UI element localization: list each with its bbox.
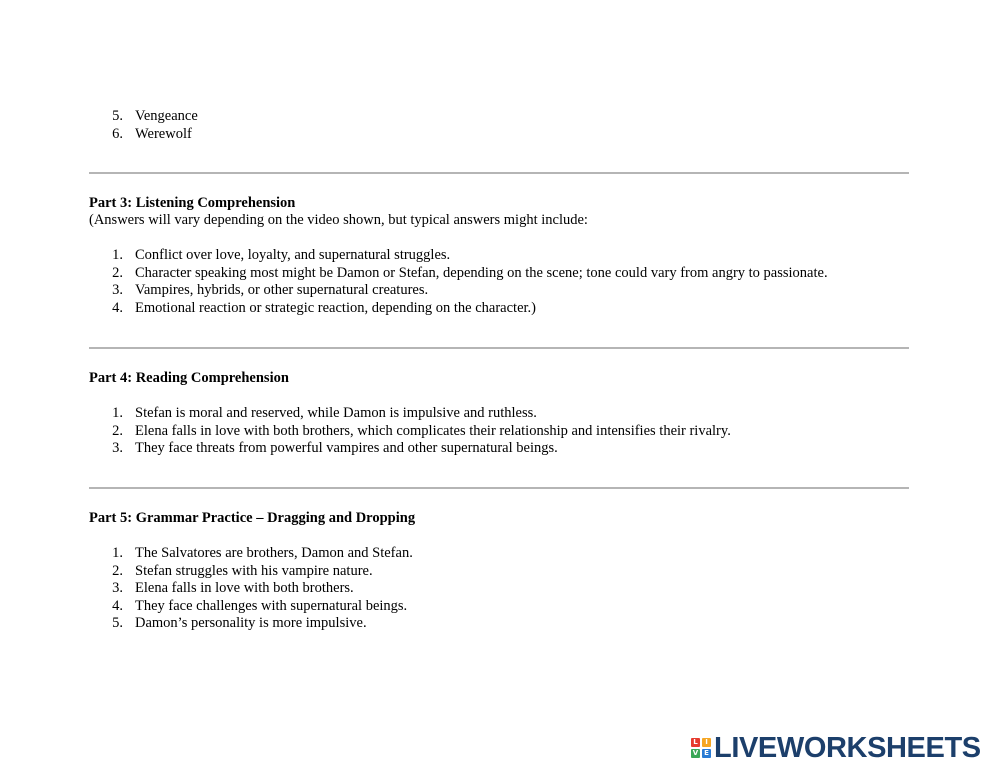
list-text: Stefan is moral and reserved, while Damon is impulsive and ruthless.: [135, 405, 537, 421]
part5-list: [89, 545, 999, 633]
part3-list: [89, 247, 999, 317]
part4-list: [89, 405, 999, 458]
list-number: 1.: [112, 405, 123, 421]
list-text: Werewolf: [135, 125, 192, 142]
list-text: Damon’s personality is more impulsive.: [135, 615, 367, 631]
list-number: 3.: [112, 580, 123, 596]
part3-heading: Part 3: Listening Comprehension: [89, 195, 296, 211]
list-number: 2.: [112, 422, 123, 439]
list-text: Elena falls in love with both brothers.: [135, 580, 354, 596]
part3-section: [89, 195, 999, 317]
list-number: 1.: [112, 247, 123, 263]
list-item: [89, 563, 999, 581]
logo-tile: E: [702, 749, 711, 758]
list-text: The Salvatores are brothers, Damon and Stefan.: [135, 545, 413, 561]
list-number: 3.: [112, 440, 123, 456]
part4-heading: Part 4: Reading Comprehension: [89, 370, 289, 386]
list-item: [89, 615, 999, 633]
list-item: [89, 247, 999, 265]
list-item: [89, 580, 999, 598]
list-item: [89, 423, 999, 441]
list-item: [89, 545, 999, 563]
list-text: They face threats from powerful vampires and other supernatural beings.: [135, 440, 558, 456]
section-divider: [89, 347, 909, 349]
list-number: 5.: [112, 615, 123, 631]
list-item: [89, 126, 999, 144]
logo-tile: I: [702, 738, 711, 747]
list-text: Character speaking most might be Damon or Stefan, depending on the scene; tone could vary from angry to passionate.: [135, 264, 828, 281]
section-divider: [89, 172, 909, 174]
list-text: Stefan struggles with his vampire nature.: [135, 562, 373, 579]
part5-section: [89, 510, 999, 633]
list-number: 4.: [112, 597, 123, 614]
list-number: 6.: [112, 125, 123, 142]
list-number: 5.: [112, 108, 123, 124]
logo-grid-icon: [691, 738, 711, 758]
list-item: [89, 598, 999, 616]
list-item: [89, 108, 999, 126]
list-text: Conflict over love, loyalty, and supernatural struggles.: [135, 247, 451, 263]
list-item: [89, 300, 999, 318]
liveworksheets-logo[interactable]: [691, 733, 981, 763]
list-number: 3.: [112, 282, 123, 298]
section-divider: [89, 487, 909, 489]
part5-heading: Part 5: Grammar Practice – Dragging and Dropping: [89, 510, 416, 526]
list-text: Elena falls in love with both brothers, which complicates their relationship and intensifies their rivalry.: [135, 422, 731, 439]
list-number: 4.: [112, 299, 123, 316]
list-text: Emotional reaction or strategic reaction, depending on the character.): [135, 299, 536, 316]
list-text: Vengeance: [135, 108, 198, 124]
list-number: 2.: [112, 264, 123, 281]
list-item: [89, 405, 999, 423]
part3-intro: (Answers will vary depending on the video shown, but typical answers might include:: [89, 212, 588, 228]
list-text: Vampires, hybrids, or other supernatural creatures.: [135, 282, 429, 298]
list-number: 1.: [112, 545, 123, 561]
list-item: [89, 282, 999, 300]
list-item: [89, 265, 999, 283]
part4-section: [89, 370, 999, 458]
list-number: 2.: [112, 562, 123, 579]
logo-tile: L: [691, 738, 700, 747]
list-text: They face challenges with supernatural beings.: [135, 597, 408, 614]
top-list-section: [89, 108, 999, 143]
logo-tile: V: [692, 749, 699, 757]
logo-text: LIVEWORKSHEETS: [714, 732, 981, 764]
list-item: [89, 440, 999, 458]
top-list: [89, 108, 999, 143]
